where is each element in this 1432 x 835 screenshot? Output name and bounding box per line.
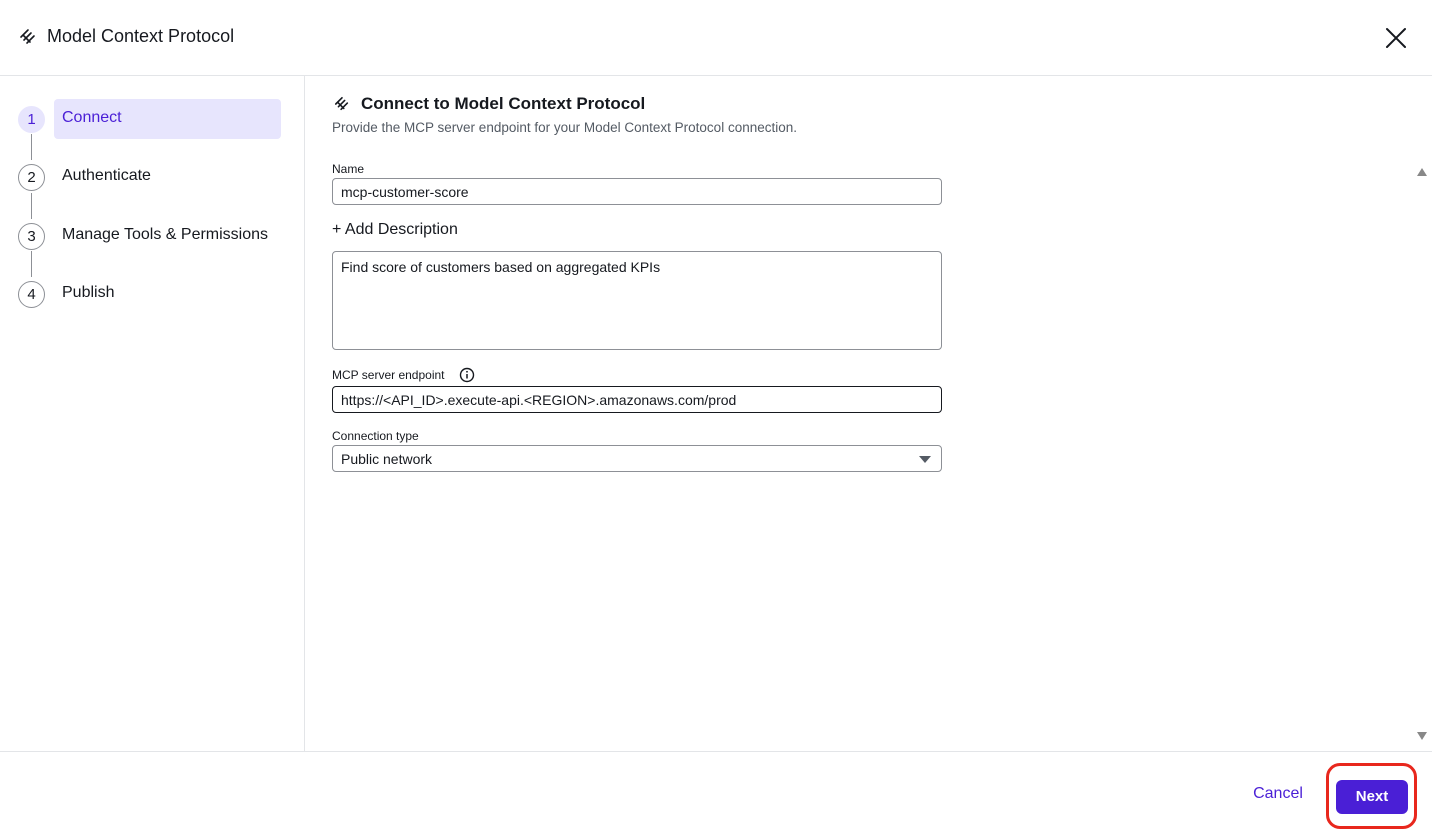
step-label: Publish [62, 284, 115, 301]
section-description: Provide the MCP server endpoint for your Model Context Protocol connection. [332, 120, 797, 135]
next-button[interactable]: Next [1336, 780, 1408, 814]
step-number: 3 [18, 223, 45, 250]
modal-title: Model Context Protocol [47, 26, 235, 46]
description-textarea[interactable]: Find score of customers based on aggregated KPIs [332, 251, 942, 350]
step-connector [31, 134, 32, 160]
mcp-logo-icon [19, 28, 37, 46]
close-icon[interactable] [1383, 25, 1409, 51]
add-description-link[interactable]: + Add Description [332, 221, 458, 238]
step-label: Connect [62, 109, 122, 126]
section-title: Connect to Model Context Protocol [361, 94, 646, 113]
endpoint-input[interactable]: https://<API_ID>.execute-api.<REGION>.amazonaws.com/prod [332, 386, 942, 413]
modal-footer [0, 751, 1432, 835]
info-icon[interactable] [459, 367, 475, 383]
step-connector [31, 251, 32, 277]
connect-form [305, 76, 1432, 751]
step-number: 4 [18, 281, 45, 308]
name-label: Name [332, 162, 365, 176]
connection-type-select[interactable] [332, 445, 942, 472]
endpoint-label: MCP server endpoint [332, 368, 445, 382]
step-number: 1 [18, 106, 45, 133]
modal-header [0, 0, 1432, 76]
scroll-up-icon[interactable] [1417, 168, 1427, 176]
step-label: Authenticate [62, 167, 151, 184]
connection-type-value: Public network [341, 451, 433, 467]
connection-type-label: Connection type [332, 429, 419, 443]
cancel-button[interactable]: Cancel [1253, 785, 1303, 802]
step-label: Manage Tools & Permissions [62, 226, 269, 243]
step-connector [31, 193, 32, 219]
mcp-logo-icon [334, 96, 350, 112]
step-number: 2 [18, 164, 45, 191]
scroll-down-icon[interactable] [1417, 732, 1427, 740]
name-input[interactable]: mcp-customer-score [332, 178, 942, 205]
caret-down-icon [919, 456, 931, 463]
wizard-steps [0, 76, 305, 751]
